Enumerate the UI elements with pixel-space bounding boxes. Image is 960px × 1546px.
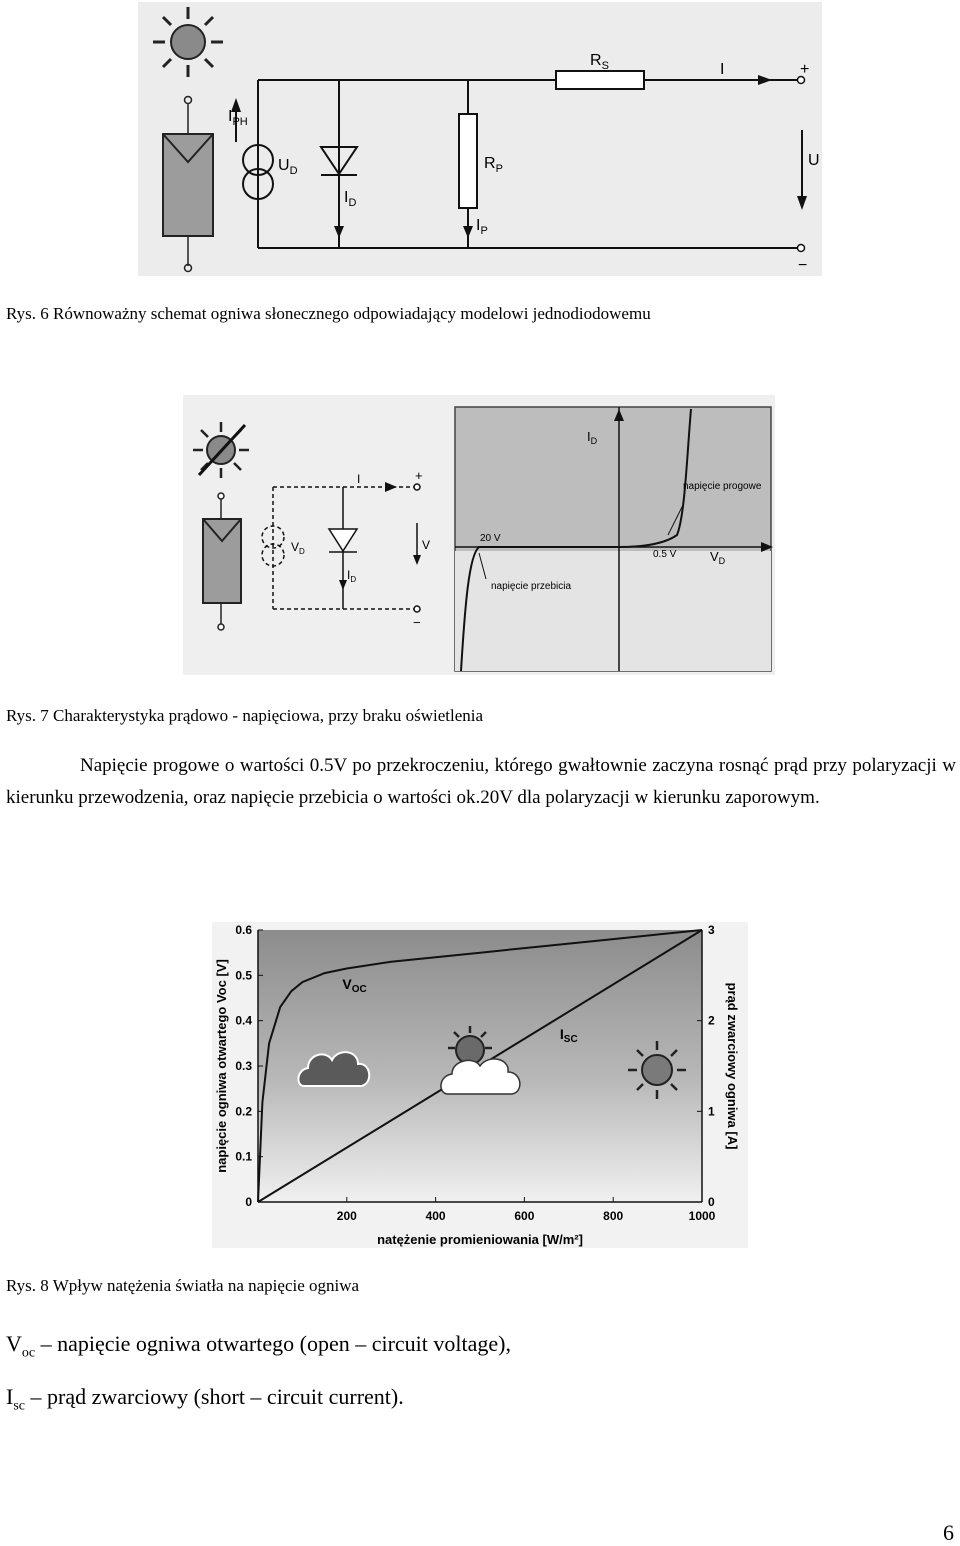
x-tick-label-0: 200 — [336, 1209, 357, 1223]
graph-axis-y-label: $I_D$ — [587, 429, 598, 446]
x-tick-label-2: 600 — [514, 1209, 535, 1223]
graph-threshold-value: 0.5 V — [653, 549, 677, 560]
definition-isc: $I_{sc}$ – prąd zwarciowy (short – circuit current). — [6, 1384, 404, 1414]
x-tick-label-4: 1000 — [688, 1209, 716, 1223]
y-axis-title: napięcie ogniwa otwartego Voc [V] — [214, 959, 229, 1173]
label-rs: $R_S$ — [590, 52, 609, 72]
y-tick-label-4: 0.4 — [235, 1013, 252, 1028]
graph-breakdown-label: napięcie przebicia — [491, 581, 572, 592]
x-tick-label-3: 800 — [603, 1209, 624, 1223]
figure-8-caption: Rys. 8 Wpływ natężenia światła na napięcie ogniwa — [6, 1276, 360, 1295]
y-tick-label-5: 0.5 — [235, 968, 252, 983]
resistor-rs-icon — [556, 71, 644, 89]
y-tick-label-3: 0.3 — [235, 1059, 252, 1073]
series-label-voc: $V_{OC}$ — [342, 975, 367, 995]
resistor-rp-icon — [459, 114, 477, 208]
sun-icon — [153, 7, 223, 77]
y-tick-label-2: 0.2 — [235, 1104, 252, 1119]
label-i: I — [720, 61, 725, 78]
figure-8-chart — [212, 922, 748, 1248]
label-minus: − — [413, 615, 421, 630]
y2-tick-label-1: 1 — [708, 1104, 715, 1119]
y-tick-label-1: 0.1 — [235, 1149, 252, 1164]
y2-tick-label-3: 3 — [708, 923, 715, 937]
label-v: V — [422, 538, 431, 552]
label-id: $I_D$ — [344, 189, 357, 209]
graph-threshold-label: napięcie progowe — [683, 481, 762, 492]
label-plus: + — [415, 468, 423, 483]
label-ip: $I_P$ — [476, 217, 488, 237]
label-iph: $I_{PH}$ — [228, 108, 248, 128]
symbol-definitions — [6, 1322, 511, 1429]
y2-tick-label-2: 2 — [708, 1013, 715, 1028]
label-i: I — [357, 472, 361, 486]
paragraph-text: Napięcie progowe o wartości 0.5V po przekroczeniu, którego gwałtownie zaczyna rosnąć prąd przy polaryzacji w kierunku przewodzenia, oraz napięcie przebicia o wartości ok.20V dla polaryzacji w kierunku zaporowym. — [6, 755, 956, 808]
label-rp: $R_P$ — [484, 155, 503, 175]
y-tick-label-6: 0.6 — [235, 923, 252, 937]
label-minus: − — [798, 257, 808, 274]
x-axis-title: natężenie promieniowania [W/m²] — [377, 1232, 583, 1247]
figure-6-circuit — [138, 2, 822, 276]
page-number: 6 — [943, 1520, 954, 1545]
label-vd: $V_D$ — [291, 540, 305, 556]
label-plus: + — [800, 61, 810, 78]
graph-axis-x-label: $V_D$ — [710, 549, 726, 566]
body-paragraph — [6, 750, 956, 814]
label-id: $I_D$ — [347, 568, 357, 584]
series-label-isc: $I_{SC}$ — [559, 1025, 578, 1045]
label-ud: $U_D$ — [278, 157, 298, 177]
y-tick-label-0: 0 — [245, 1195, 252, 1209]
x-tick-label-1: 400 — [425, 1209, 446, 1223]
sun-crossed-icon — [193, 422, 249, 478]
figure-6-caption: Rys. 6 Równoważny schemat ogniwa słonecznego odpowiadający modelowi jednodiodowemu — [6, 304, 651, 323]
y2-axis-title: prąd zwarciowy ogniwa [A] — [725, 982, 740, 1150]
label-u: U — [808, 152, 820, 169]
definition-voc: $V_{oc}$ – napięcie ogniwa otwartego (open – circuit voltage), — [6, 1331, 511, 1361]
figure-7-caption: Rys. 7 Charakterystyka prądowo - napięciowa, przy braku oświetlenia — [6, 706, 484, 725]
figure-7-diode-characteristic — [183, 395, 775, 675]
graph-breakdown-value: 20 V — [480, 533, 501, 544]
y2-tick-label-0: 0 — [708, 1195, 715, 1209]
